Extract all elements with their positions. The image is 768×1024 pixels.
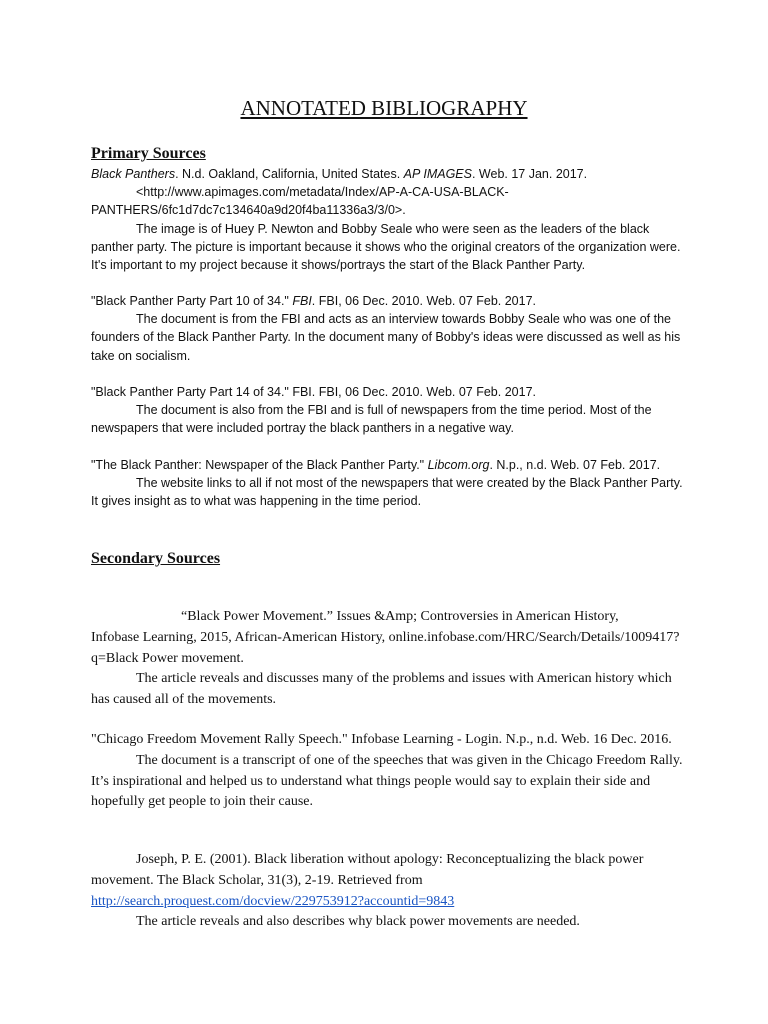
annotation: The article reveals and also describes why black power movements are needed.	[136, 914, 580, 930]
citation-line-1: “Black Power Movement.” Issues &Amp; Controversies in American History,	[181, 609, 619, 624]
secondary-entry-2	[91, 730, 691, 813]
citation-url-line-1: <http://www.apimages.com/metadata/Index/AP-A-CA-USA-BLACK-	[136, 185, 509, 200]
citation: Black Panthers. N.d. Oakland, California, United States. AP IMAGES. Web. 17 Jan. 2017.	[91, 167, 588, 181]
citation: "The Black Panther: Newspaper of the Black Panther Party." Libcom.org. N.p., n.d. Web. 07 Feb. 2017.	[91, 458, 661, 472]
primary-entry-1	[91, 165, 691, 274]
annotation: The document is from the FBI and acts as an interview towards Bobby Seale who was one of the founders of the Black Panther Party. In the document many of Bobby's ideas were discussed as well as his take on socialism.	[91, 312, 681, 363]
citation-rest: Infobase Learning, 2015, African-American History, online.infobase.com/HRC/Search/Details/1009417?q=Black Power movement.	[91, 629, 680, 666]
primary-entry-3	[91, 383, 691, 438]
citation: "Black Panther Party Part 10 of 34." FBI. FBI, 06 Dec. 2010. Web. 07 Feb. 2017.	[91, 294, 537, 308]
annotation: The image is of Huey P. Newton and Bobby Seale who were seen as the leaders of the black panther party. The picture is important because it shows who the original creators of the organization were. It's important to my project because it shows/portrays the start of the Black Panther Party.	[91, 221, 681, 273]
proquest-link[interactable]: http://search.proquest.com/docview/229753912?accountid=9843	[91, 893, 455, 909]
citation-url-line-2: PANTHERS/6fc1d7dc7c134640a9d20f4ba11336a3/3/0>.	[91, 203, 406, 218]
secondary-sources-heading: Secondary Sources	[91, 550, 221, 567]
citation: Joseph, P. E. (2001). Black liberation without apology: Reconceptualizing the black power movement. The Black Scholar, 31(3), 2-19. Retrieved from	[91, 852, 644, 888]
annotation: The website links to all if not most of the newspapers that were created by the Black Panther Party. It gives insight as to what was happening in the time period.	[91, 476, 683, 509]
primary-entry-2	[91, 292, 691, 365]
primary-entry-4	[91, 456, 691, 511]
page-title: ANNOTATED BIBLIOGRAPHY	[240, 96, 528, 120]
annotation: The document is a transcript of one of the speeches that was given in the Chicago Freedom Rally. It’s inspirational and helped us to understand what things people would say to explain their side and hopefully get people to join their cause.	[91, 752, 683, 810]
primary-sources-heading: Primary Sources	[91, 145, 206, 162]
secondary-entry-1	[91, 607, 691, 711]
annotation: The document is also from the FBI and is full of newspapers from the time period. Most of the newspapers that were included portray the black panthers in a negative way.	[91, 403, 652, 436]
secondary-entry-3	[91, 850, 691, 933]
annotation: The article reveals and discusses many of the problems and issues with American history which has caused all of the movements.	[91, 671, 672, 708]
citation: "Chicago Freedom Movement Rally Speech." Infobase Learning - Login. N.p., n.d. Web. 16 Dec. 2016.	[91, 732, 672, 747]
citation: "Black Panther Party Part 14 of 34." FBI. FBI, 06 Dec. 2010. Web. 07 Feb. 2017.	[91, 385, 536, 399]
